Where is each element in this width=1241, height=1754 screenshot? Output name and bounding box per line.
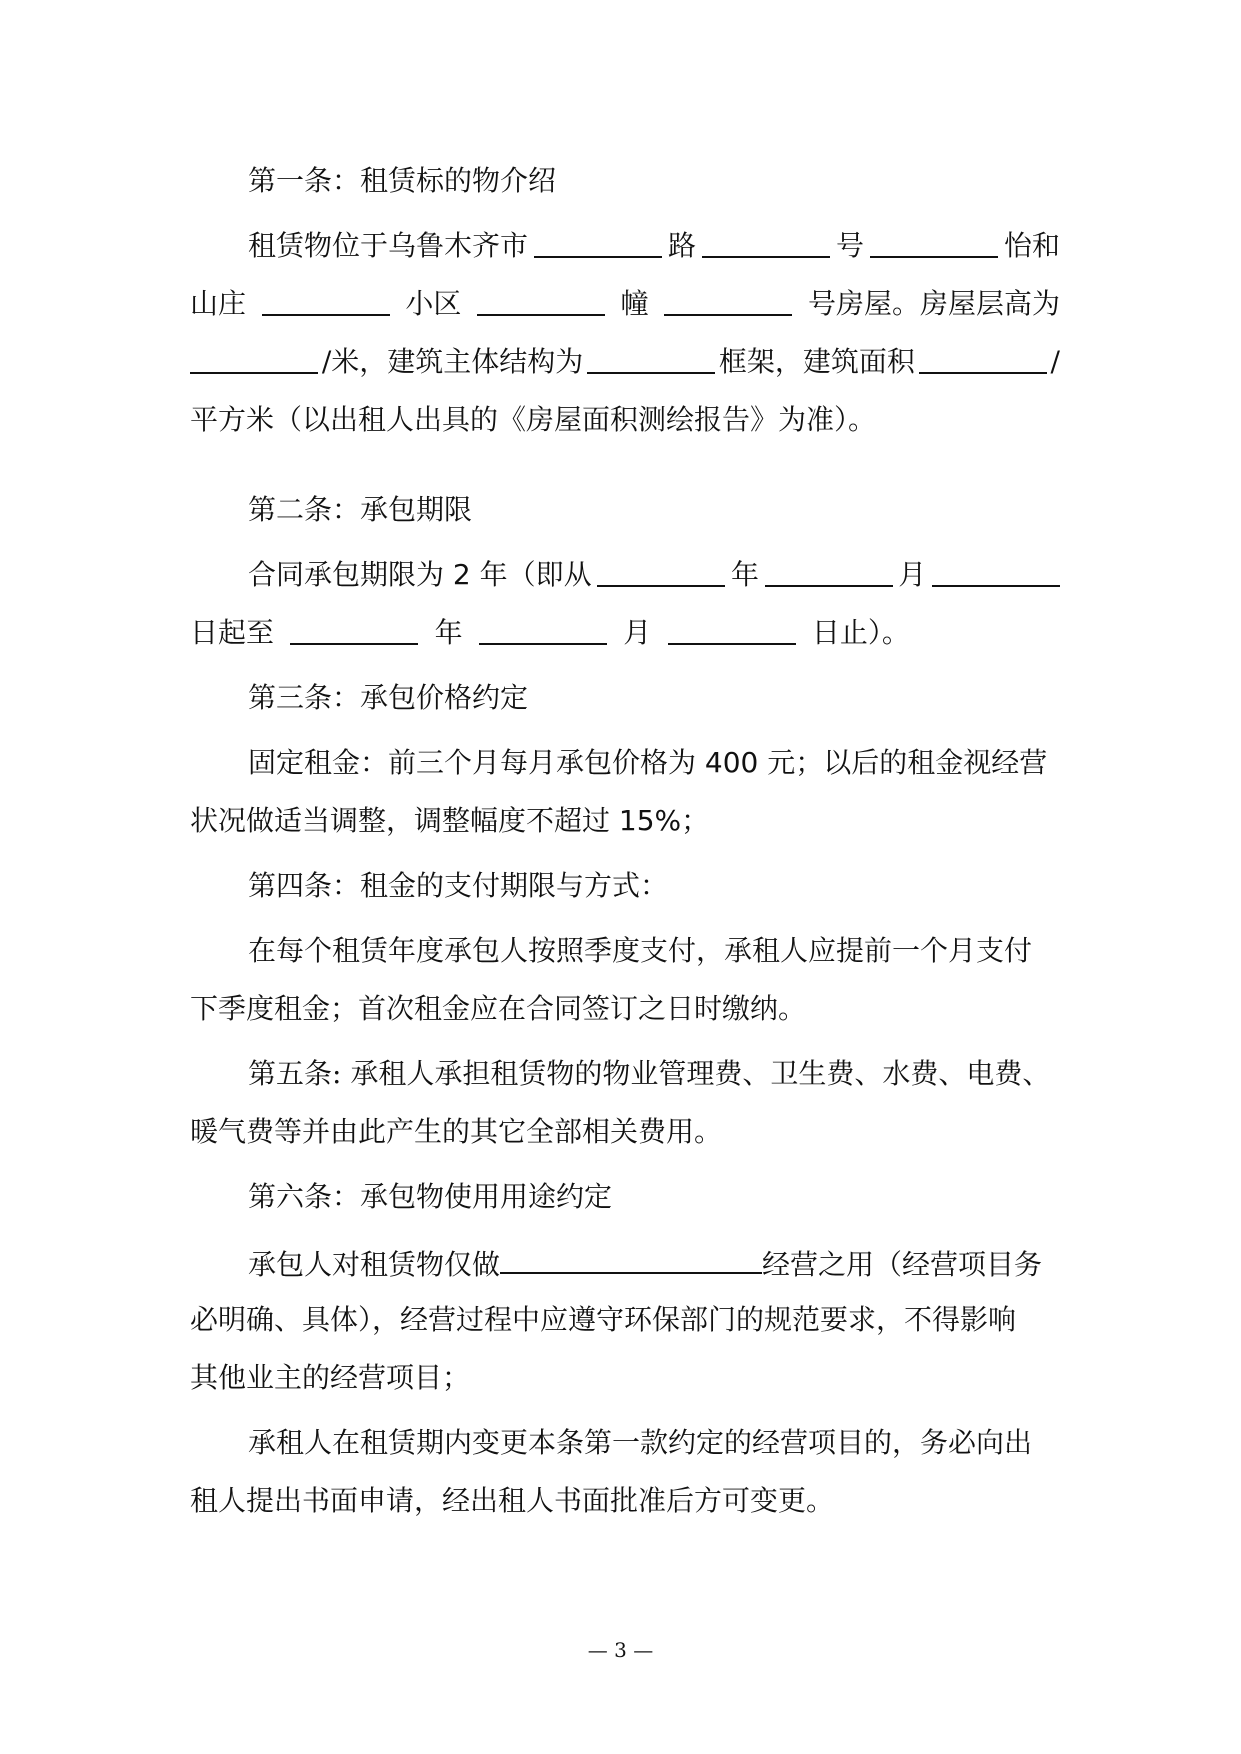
text-segment: 承包人对租赁物仅做 — [248, 1248, 501, 1281]
fill-in-blank[interactable] — [500, 1242, 762, 1274]
text-segment: 号 — [835, 229, 864, 262]
page-number: — 3 — — [587, 1638, 654, 1662]
article-3-line-1 — [248, 743, 1060, 783]
text-segment: 日止）。 — [811, 616, 910, 649]
text-segment: 框架，建筑面积 — [718, 345, 915, 378]
text-segment: 元；以后的租金视经营 — [758, 746, 1048, 779]
article-6-line-2: 必明确、具体），经营过程中应遵守环保部门的规范要求，不得影响 — [190, 1303, 1017, 1336]
article-6-heading: 第六条：承包物使用用途约定 — [248, 1180, 613, 1213]
fill-in-blank[interactable] — [477, 284, 605, 316]
text-segment: / — [1050, 345, 1060, 378]
fill-in-blank[interactable] — [702, 226, 830, 258]
fill-in-blank[interactable] — [587, 342, 715, 374]
fill-in-blank[interactable] — [534, 226, 662, 258]
article-1-line-1 — [248, 226, 1060, 266]
fill-in-blank[interactable] — [919, 342, 1047, 374]
rent-amount: 400 — [704, 746, 759, 779]
fill-in-blank[interactable] — [765, 555, 893, 587]
article-1-line-2 — [190, 284, 1060, 324]
article-5-line-2: 暖气费等并由此产生的其它全部相关费用。 — [190, 1115, 723, 1148]
fill-in-blank[interactable] — [668, 613, 796, 645]
article-4-heading: 第四条：租金的支付期限与方式： — [248, 869, 669, 902]
article-5-line-1: 第五条: 承租人承担租赁物的物业管理费、卫生费、水费、电费、 — [248, 1057, 1051, 1090]
text-segment: 年 — [730, 558, 759, 591]
article-6-para-2-line-2: 租人提出书面申请，经出租人书面批准后方可变更。 — [190, 1484, 835, 1517]
fill-in-blank[interactable] — [290, 613, 418, 645]
text-segment: 经营之用（经营项目务 — [762, 1248, 1043, 1281]
text-segment: 山庄 — [190, 287, 247, 320]
fill-in-blank[interactable] — [597, 555, 725, 587]
article-4-line-1: 在每个租赁年度承包人按照季度支付，承租人应提前一个月支付 — [248, 934, 1033, 967]
text-segment: 固定租金：前三个月每月承包价格为 — [248, 746, 705, 779]
text-segment: 路 — [667, 229, 696, 262]
article-2-line-2 — [190, 613, 910, 653]
article-4-line-2: 下季度租金；首次租金应在合同签订之日时缴纳。 — [190, 992, 807, 1025]
text-segment: 号房屋。房屋层高为 — [807, 287, 1060, 320]
text-segment: 年 — [434, 616, 463, 649]
article-2-heading: 第二条：承包期限 — [248, 493, 473, 526]
article-3-line-2 — [190, 801, 1060, 841]
text-segment: ； — [681, 804, 710, 837]
article-6-para-2-line-1: 承租人在租赁期内变更本条第一款约定的经营项目的，务必向出 — [248, 1426, 1033, 1459]
article-1-line-3 — [190, 342, 1060, 382]
text-segment: 日起至 — [190, 616, 275, 649]
article-6-line-3: 其他业主的经营项目； — [190, 1361, 471, 1394]
text-segment: 月 — [898, 558, 927, 591]
text-segment: 状况做适当调整，调整幅度不超过 — [190, 804, 619, 837]
article-6-line-1 — [248, 1242, 1060, 1285]
text-segment: 合同承包期限为 2 年（即从 — [248, 558, 592, 591]
text-segment: 小区 — [405, 287, 462, 320]
fill-in-blank[interactable] — [932, 555, 1060, 587]
fill-in-blank[interactable] — [870, 226, 998, 258]
text-segment: 月 — [623, 616, 652, 649]
article-3-heading: 第三条：承包价格约定 — [248, 681, 529, 714]
fill-in-blank[interactable] — [479, 613, 607, 645]
text-segment: 怡和 — [1003, 229, 1060, 262]
article-1-heading: 第一条：租赁标的物介绍 — [248, 164, 557, 197]
fill-in-blank[interactable] — [664, 284, 792, 316]
text-segment: 幢 — [620, 287, 649, 320]
text-segment: 租赁物位于乌鲁木齐市 — [248, 229, 529, 262]
article-1-line-4: 平方米（以出租人出具的《房屋面积测绘报告》为准）。 — [190, 403, 877, 436]
adjustment-limit: 15% — [618, 804, 682, 837]
fill-in-blank[interactable] — [262, 284, 390, 316]
text-segment: /米，建筑主体结构为 — [321, 345, 584, 378]
article-2-line-1 — [248, 555, 1060, 595]
fill-in-blank[interactable] — [190, 342, 318, 374]
